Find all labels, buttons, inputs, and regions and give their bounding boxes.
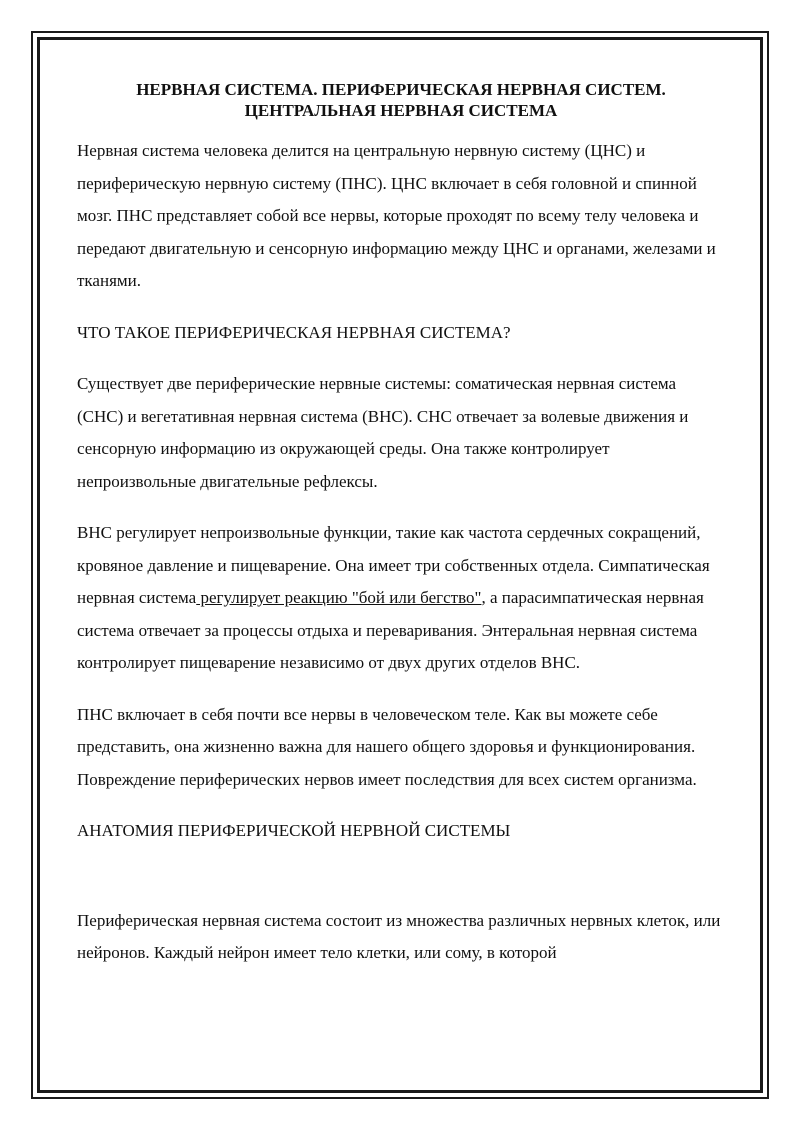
document-title [77,79,725,121]
document-body [77,77,725,970]
title-line-2: ЦЕНТРАЛЬНАЯ НЕРВНАЯ СИСТЕМА [244,101,558,120]
paragraph-pns-nerves: ПНС включает в себя почти все нервы в человеческом теле. Как вы можете себе представить, она жизненно важна для нашего общего здоровья и функционирования. Повреждение периферических нервов имеет последствия для всех систем организма. [77,704,697,789]
intro-paragraph: Нервная система человека делится на центральную нервную систему (ЦНС) и периферическую нервную систему (ПНС). ЦНС включает в себя головной и спинной мозг. ПНС представляет собой все нервы, которые проходят по всему телу человека и передают двигательную и сенсорную информацию между ЦНС и органами, железами и тканями. [77,141,716,290]
paragraph-two-systems: Существует две периферические нервные системы: соматическая нервная система (СНС) и вегетативная нервная система (ВНС). СНС отвечает за волевые движения и сенсорную информацию из окружающей среды. Она также контролирует непроизвольные двигательные рефлексы. [77,374,689,491]
ans-text-after-link: , а парасимпатическая нервная система отвечает за процессы отдыха и переваривания. Энтеральная нервная система контролирует пищеварение независимо от двух других отделов ВНС. [77,588,704,672]
fight-or-flight-link[interactable]: регулирует реакцию "бой или бегство" [196,588,482,607]
title-line-1: НЕРВНАЯ СИСТЕМА. ПЕРИФЕРИЧЕСКАЯ НЕРВНАЯ СИСТЕМ. [136,80,666,99]
paragraph-neurons: Периферическая нервная система состоит из множества различных нервных клеток, или нейронов. Каждый нейрон имеет тело клетки, или сому, в которой [77,910,721,962]
ans-text-before-link: ВНС регулирует непроизвольные функции, такие как частота сердечных сокращений, кровяное давление и пищеварение. Она имеет три собственных отдела. Симпатическая нервная система [77,523,710,607]
section-heading-what-is-pns: ЧТО ТАКОЕ ПЕРИФЕРИЧЕСКАЯ НЕРВНАЯ СИСТЕМА? [77,322,511,342]
paragraph-ans [77,517,725,680]
section-heading-anatomy: АНАТОМИЯ ПЕРИФЕРИЧЕСКОЙ НЕРВНОЙ СИСТЕМЫ [77,821,511,840]
